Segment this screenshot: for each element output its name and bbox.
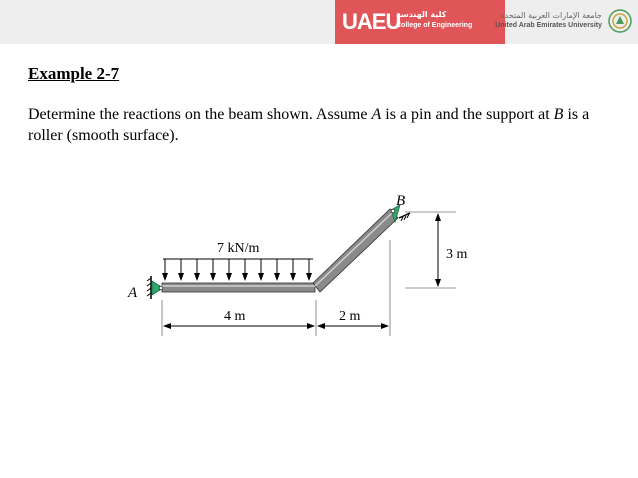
college-name-english: College of Engineering	[396, 22, 473, 29]
problem-text-1: Determine the reactions on the beam shown. Assume	[28, 106, 372, 123]
pin-support-a	[147, 276, 163, 299]
label-a: A	[128, 285, 138, 301]
load-label: 7 kN/m	[217, 241, 260, 256]
dim-height-label: 3 m	[446, 247, 468, 262]
college-name-arabic: كلية الهندسة	[396, 10, 447, 19]
uaeu-logo-text: UAEU	[342, 9, 401, 34]
university-name-english: United Arab Emirates University	[495, 22, 602, 29]
problem-var-b: B	[553, 106, 564, 123]
horizontal-beam	[162, 283, 315, 292]
problem-text-2: is a pin and the support at	[381, 106, 554, 123]
university-name-arabic: جامعة الإمارات العربية المتحدة	[500, 11, 602, 20]
dim-left-label: 4 m	[224, 309, 246, 324]
inclined-beam	[313, 209, 398, 292]
distributed-load	[163, 259, 313, 280]
label-b: B	[396, 193, 406, 209]
dim-right-label: 2 m	[339, 309, 361, 324]
problem-var-a: A	[371, 106, 382, 123]
problem-text-3: is a roller (smooth surface).	[28, 106, 590, 144]
slide-title: Example 2-7	[28, 64, 120, 83]
